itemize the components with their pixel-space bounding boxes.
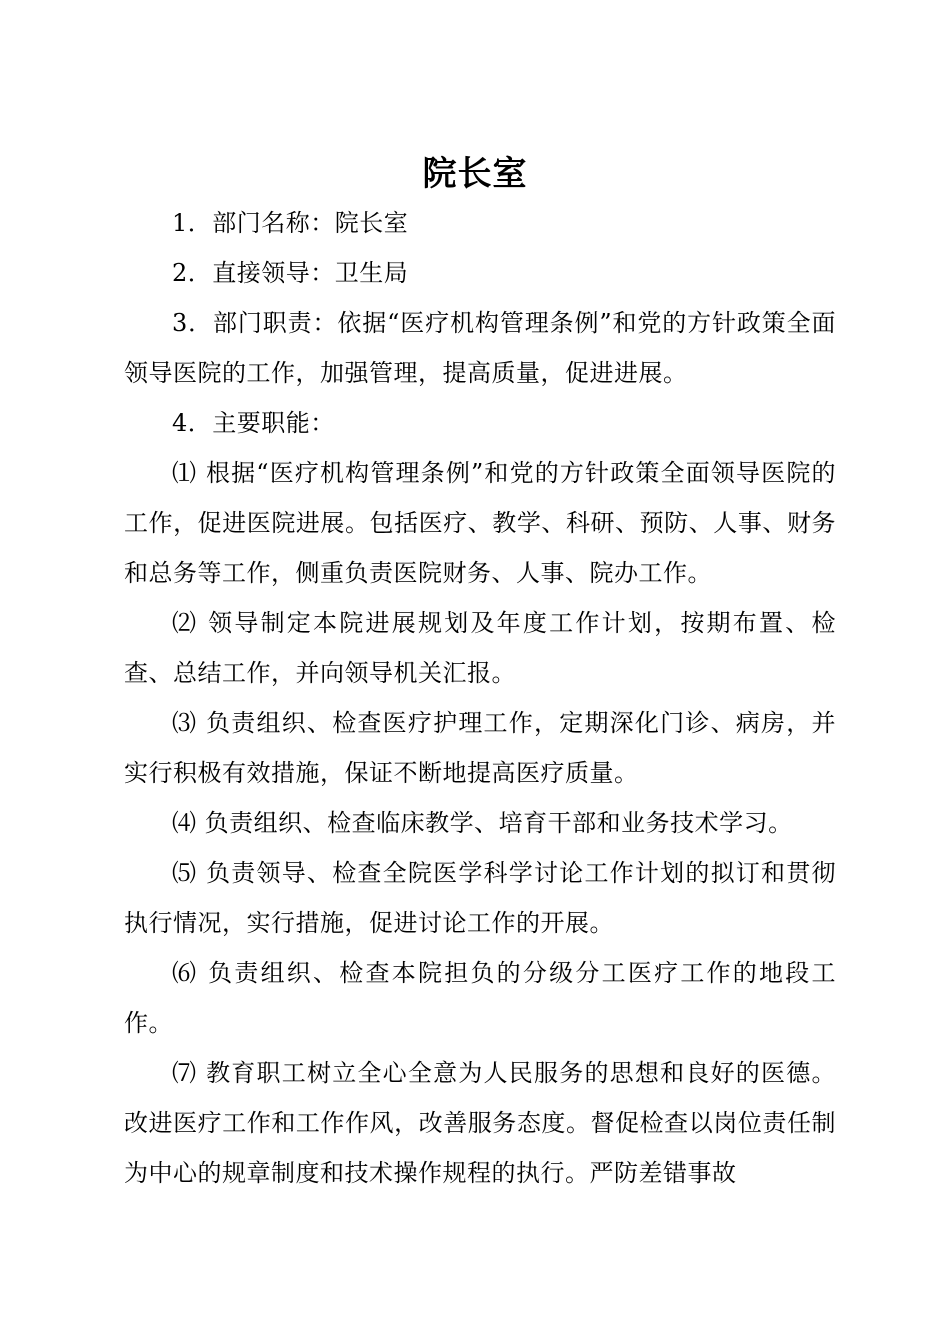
- paragraph-department-name: 1．部门名称：院长室: [172, 209, 409, 237]
- paragraph-direct-leader: 2．直接领导：卫生局: [172, 259, 409, 287]
- paragraph-main-functions-heading: 4．主要职能：: [172, 409, 335, 437]
- paragraph-function-7: ⑺ 教育职工树立全心全意为人民服务的思想和良好的医德。改进医疗工作和工作作风，改善服务态度。督促检查以岗位责任制为中心的规章制度和技术操作规程的执行。严防差错事故: [124, 1059, 836, 1187]
- document-body: [124, 198, 836, 1198]
- paragraph-function-3: ⑶ 负责组织、检查医疗护理工作，定期深化门诊、病房，并实行积极有效措施，保证不断地提高医疗质量。: [124, 709, 836, 787]
- paragraph-function-4: ⑷ 负责组织、检查临床教学、培育干部和业务技术学习。: [172, 809, 793, 837]
- paragraph-department-duties: 3．部门职责：依据“医疗机构管理条例”和党的方针政策全面领导医院的工作，加强管理，提高质量，促进进展。: [124, 309, 836, 387]
- document-title: 院长室: [422, 154, 528, 194]
- paragraph-function-6: ⑹ 负责组织、检查本院担负的分级分工医疗工作的地段工作。: [124, 959, 836, 1037]
- paragraph-function-5: ⑸ 负责领导、检查全院医学科学讨论工作计划的拟订和贯彻执行情况，实行措施，促进讨论工作的开展。: [124, 859, 836, 937]
- paragraph-function-2: ⑵ 领导制定本院进展规划及年度工作计划，按期布置、检查、总结工作，并向领导机关汇报。: [124, 609, 836, 687]
- paragraph-function-1: ⑴ 根据“医疗机构管理条例”和党的方针政策全面领导医院的工作，促进医院进展。包括医疗、教学、科研、预防、人事、财务和总务等工作，侧重负责医院财务、人事、院办工作。: [124, 459, 836, 587]
